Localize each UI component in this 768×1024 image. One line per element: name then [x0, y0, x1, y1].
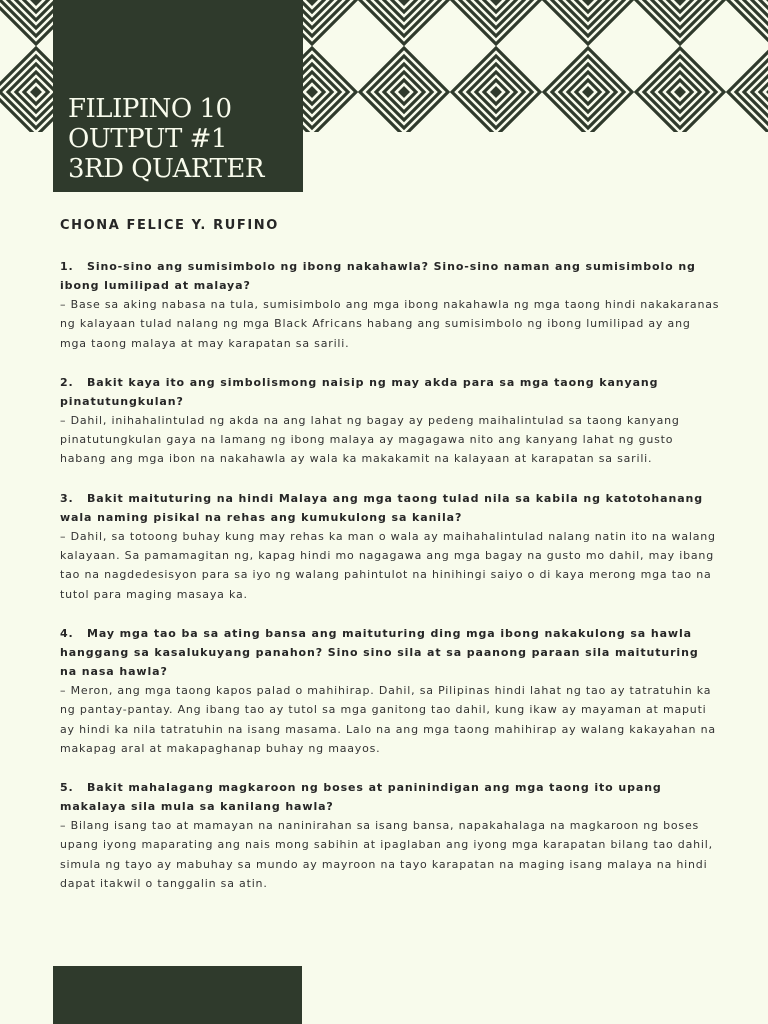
qa-item-4 — [60, 624, 720, 758]
question-3 — [60, 489, 720, 527]
document-body — [60, 218, 720, 913]
question-number: 2. — [60, 375, 74, 389]
question-number: 3. — [60, 491, 74, 505]
question-number: 5. — [60, 781, 74, 795]
question-2 — [60, 373, 720, 411]
question-text: Bakit kaya ito ang simbolismong naisip ng may akda para sa mga taong kanyang pinatutungkulan? — [60, 375, 659, 408]
question-number: 1. — [60, 260, 74, 273]
title-line-subject: FILIPINO 10 — [68, 94, 232, 124]
qa-item-3 — [60, 489, 720, 604]
title-line-output: OUTPUT #1 — [68, 124, 227, 154]
author-name: CHONA FELICE Y. RUFINO — [60, 218, 279, 233]
question-1 — [60, 257, 720, 295]
answer-1: – Base sa aking nabasa na tula, sumisimbolo ang mga ibong nakahawla ng mga taong hindi nakakaranas ng kalayaan tulad nalang ng mga Black Africans habang ang sumisimbolo ng ibong lumilipad ay ang mga taong malaya at may karapatan sa sarili. — [60, 298, 720, 350]
answer-4: – Meron, ang mga taong kapos palad o mahihirap. Dahil, sa Pilipinas hindi lahat ng tao ay tatratuhin ka ng pantay-pantay. Ang ibang tao ay tutol sa mga ganitong tao dahil, kung ikaw ay mayaman at maputi ay hindi ka nila tatratuhin na isang masama. Lalo na ang mga taong mahihirap ay walang kakayahan na makapag aral at makapaghanap buhay ng maayos. — [60, 683, 716, 755]
qa-item-1 — [60, 257, 720, 353]
answer-5: – Bilang isang tao at mamayan na naninirahan sa isang bansa, napakahalaga na magkaroon ng boses upang iyong maparating ang nais mong sabihin at ipaglaban ang iyong mga karapatan bilang tao dahil, simula ng tayo ay mabuhay sa mundo ay mayroon na tayo karapatan na maging isang malaya na hindi dapat itakwil o tanggalin sa atin. — [60, 819, 713, 891]
answer-3: – Dahil, sa totoong buhay kung may rehas ka man o wala ay maihahalintulad nalang natin ito na walang kalayaan. Sa pamamagitan ng, kapag hindi mo nagagawa ang mga bagay na gusto mo dahil, may ibang tao na nagdedesisyon para sa iyo ng walang pahintulot na hinihingi saiyo o di kaya merong mga tao na tutol para maging masaya ka. — [60, 529, 716, 601]
question-5 — [60, 778, 720, 816]
question-4 — [60, 624, 720, 681]
footer-block — [53, 966, 302, 1024]
question-text: May mga tao ba sa ating bansa ang maituturing ding mga ibong nakakulong sa hawla hanggang sa kasalukuyang panahon? Sino sino sila at sa paanong paraan sila maituturing na nasa hawla? — [60, 626, 699, 678]
qa-item-5 — [60, 778, 720, 893]
question-text: Bakit mahalagang magkaroon ng boses at paninindigan ang mga taong ito upang makalaya sila mula sa kanilang hawla? — [60, 781, 662, 814]
question-number: 4. — [60, 626, 74, 640]
title-line-quarter: 3RD QUARTER — [68, 154, 264, 184]
title-block — [53, 0, 303, 192]
question-text: Bakit maituturing na hindi Malaya ang mga taong tulad nila sa kabila ng katotohanang wala naming pisikal na rehas ang kumukulong sa kanila? — [60, 491, 704, 524]
answer-2: – Dahil, inihahalintulad ng akda na ang lahat ng bagay ay pedeng maihalintulad sa taong kanyang pinatutungkulan gaya na lamang ng ibong malaya ay magagawa nito ang kanyang lahat ng gusto habang ang mga ibon na nakahawla ay wala ka makakamit na kalayaan at karapatan sa sarili. — [60, 413, 680, 466]
qa-item-2 — [60, 373, 720, 469]
question-text: Sino-sino ang sumisimbolo ng ibong nakahawla? Sino-sino naman ang sumisimbolo ng ibong lumilipad at malaya? — [60, 260, 696, 292]
